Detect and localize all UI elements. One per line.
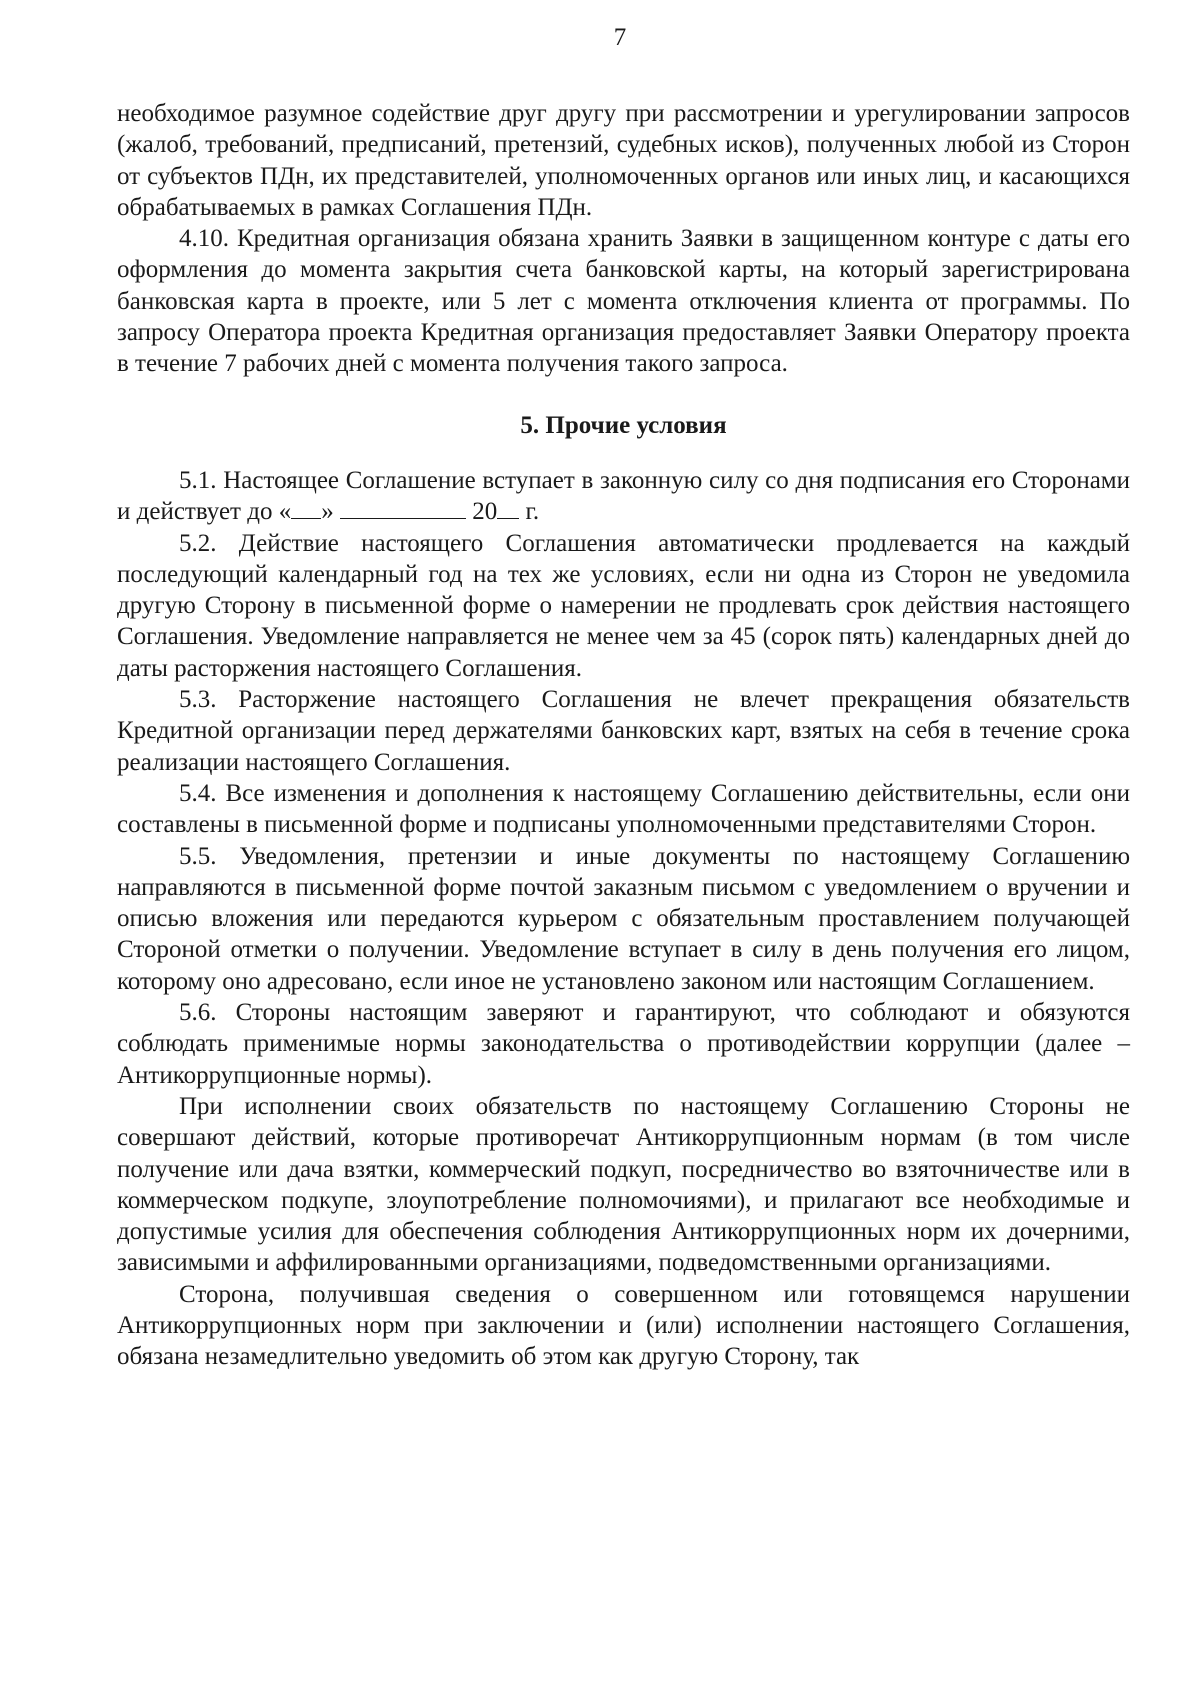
day-blank xyxy=(291,496,321,519)
clause-5-5: 5.5. Уведомления, претензии и иные документы по настоящему Соглашению направляются в письменной форме почтой заказным письмом с уведомлением о вручении и описью вложения или передаются курьером с обязательным проставлением получающей Стороной отметки о получении. Уведомление вступает в силу в день получения его лицом, которому оно адресовано, если иное не установлено законом или настоящим Соглашением. xyxy=(117,842,1130,995)
year-prefix: 20 xyxy=(472,498,498,526)
clause-5-6: 5.6. Стороны настоящим заверяют и гарантируют, что соблюдают и обязуются соблюдать применимые нормы законодательства о противодействии коррупции (далее – Антикоррупционные нормы). xyxy=(117,999,1130,1089)
clause-5-1-mid: » xyxy=(321,498,334,526)
violation-notification: Сторона, получившая сведения о совершенном или готовящемся нарушении Антикоррупционных норм при заключении и (или) исполнении настоящего Соглашения, обязана незамедлительно уведомить об этом как другую Сторону, так xyxy=(117,1280,1130,1371)
clause-5-3: 5.3. Расторжение настоящего Соглашения не влечет прекращения обязательств Кредитной организации перед держателями банковских карт, взятых на себя в течение срока реализации настоящего Соглашения. xyxy=(117,686,1130,776)
document-body xyxy=(117,98,1130,1373)
section-heading: 5. Прочие условия xyxy=(520,411,727,439)
clause-4-10: 4.10. Кредитная организация обязана хранить Заявки в защищенном контуре с даты его оформления до момента закрытия счета банковской карты, на который зарегистрирована банковская карта в проекте, или 5 лет с момента отключения клиента от программы. По запросу Оператора проекта Кредитная организация предоставляет Заявки Оператору проекта в течение 7 рабочих дней с момента получения такого запроса. xyxy=(117,225,1130,378)
year-blank xyxy=(497,496,519,519)
clause-5-1-suffix: г. xyxy=(525,498,540,526)
page-number: 7 xyxy=(613,24,627,51)
clause-5-4: 5.4. Все изменения и дополнения к настоящему Соглашению действительны, если они составлены в письменной форме и подписаны уполномоченными представителями Сторон. xyxy=(117,779,1130,839)
paragraph-continuation: необходимое разумное содействие друг другу при рассмотрении и урегулировании запросов (жалоб, требований, предписаний, претензий, судебных исков), полученных любой из Сторон от субъектов ПДн, их представителей, уполномоченных органов или иных лиц, и касающихся обрабатываемых в рамках Соглашения ПДн. xyxy=(117,100,1130,221)
anticorruption-obligations: При исполнении своих обязательств по настоящему Соглашению Стороны не совершают действий, которые противоречат Антикоррупционным нормам (в том числе получение или дача взятки, коммерческий подкуп, посредничество во взяточничестве или в коммерческом подкупе, злоупотребление полномочиями), и прилагают все необходимые и допустимые усилия для обеспечения соблюдения Антикоррупционных норм их дочерними, зависимыми и аффилированными организациями, подведомственными организациями. xyxy=(117,1092,1130,1277)
clause-5-1 xyxy=(117,465,1130,528)
clause-5-2: 5.2. Действие настоящего Соглашения автоматически продлевается на каждый последующий календарный год на тех же условиях, если ни одна из Сторон не уведомила другую Сторону в письменной форме о намерении не продлевать срок действия настоящего Соглашения. Уведомление направляется не менее чем за 45 (сорок пять) календарных дней до даты расторжения настоящего Соглашения. xyxy=(117,529,1130,682)
month-blank xyxy=(340,496,466,519)
clause-5-1-text: 5.1. Настоящее Соглашение вступает в законную силу со дня подписания его Сторонами и действует до « xyxy=(117,466,1130,526)
